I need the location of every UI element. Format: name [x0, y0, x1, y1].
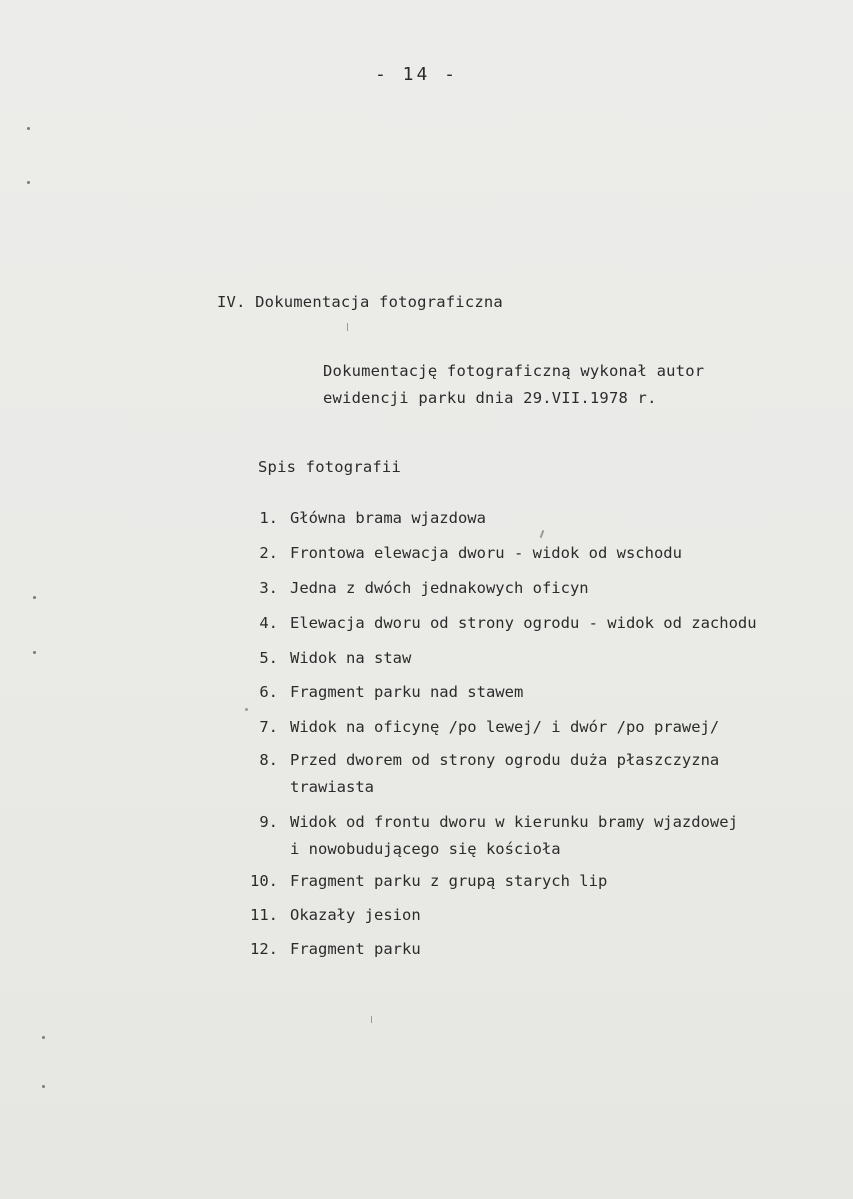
item-number: 7.: [259, 718, 278, 736]
paper-speck: [540, 530, 545, 538]
list-item: [238, 940, 838, 960]
paper-speck: [347, 323, 348, 331]
item-text: Widok od frontu dworu w kierunku bramy wjazdowej: [290, 813, 738, 831]
section-title: IV. Dokumentacja fotograficzna: [217, 293, 503, 311]
binder-hole-mark: [33, 651, 36, 654]
item-text: Widok na oficynę /po lewej/ i dwór /po prawej/: [290, 718, 720, 736]
list-item: [238, 751, 838, 798]
list-item: [238, 614, 838, 634]
item-number: 9.: [259, 813, 278, 831]
item-text: Fragment parku z grupą starych lip: [290, 872, 608, 890]
list-item: [238, 579, 838, 599]
item-text: Frontowa elewacja dworu - widok od wschodu: [290, 544, 682, 562]
item-text: Elewacja dworu od strony ogrodu - widok od zachodu: [290, 614, 757, 632]
item-number: 3.: [259, 579, 278, 597]
intro-line-1: Dokumentację fotograficzną wykonał autor: [323, 362, 705, 380]
binder-hole-mark: [42, 1036, 45, 1039]
item-text: Okazały jesion: [290, 906, 421, 924]
binder-hole-mark: [42, 1085, 45, 1088]
binder-hole-mark: [33, 596, 36, 599]
list-item: [238, 813, 838, 860]
item-number: 11.: [250, 906, 278, 924]
list-item: [238, 683, 838, 703]
paper-speck: [245, 708, 248, 711]
item-number: 4.: [259, 614, 278, 632]
item-text: Główna brama wjazdowa: [290, 509, 486, 527]
item-text: Fragment parku: [290, 940, 421, 958]
list-item: [238, 906, 838, 926]
item-number: 12.: [250, 940, 278, 958]
list-item: [238, 544, 838, 564]
item-number: 2.: [259, 544, 278, 562]
item-number: 8.: [259, 751, 278, 769]
list-item: [238, 718, 838, 738]
binder-hole-mark: [27, 181, 30, 184]
paper-speck: [371, 1016, 372, 1023]
item-text-continued: trawiasta: [290, 778, 374, 796]
item-number: 6.: [259, 683, 278, 701]
item-text: Przed dworem od strony ogrodu duża płaszczyzna: [290, 751, 720, 769]
list-item: [238, 649, 838, 669]
binder-hole-mark: [27, 127, 30, 130]
intro-line-2: ewidencji parku dnia 29.VII.1978 r.: [323, 389, 657, 407]
item-number: 5.: [259, 649, 278, 667]
list-item: [238, 509, 838, 529]
page-number: - 14 -: [375, 64, 459, 85]
item-text-continued: i nowobudującego się kościoła: [290, 840, 561, 858]
item-text: Fragment parku nad stawem: [290, 683, 524, 701]
item-text: Widok na staw: [290, 649, 412, 667]
item-text: Jedna z dwóch jednakowych oficyn: [290, 579, 589, 597]
item-number: 1.: [259, 509, 278, 527]
list-item: [238, 872, 838, 892]
item-number: 10.: [250, 872, 278, 890]
list-heading: Spis fotografii: [258, 458, 401, 476]
